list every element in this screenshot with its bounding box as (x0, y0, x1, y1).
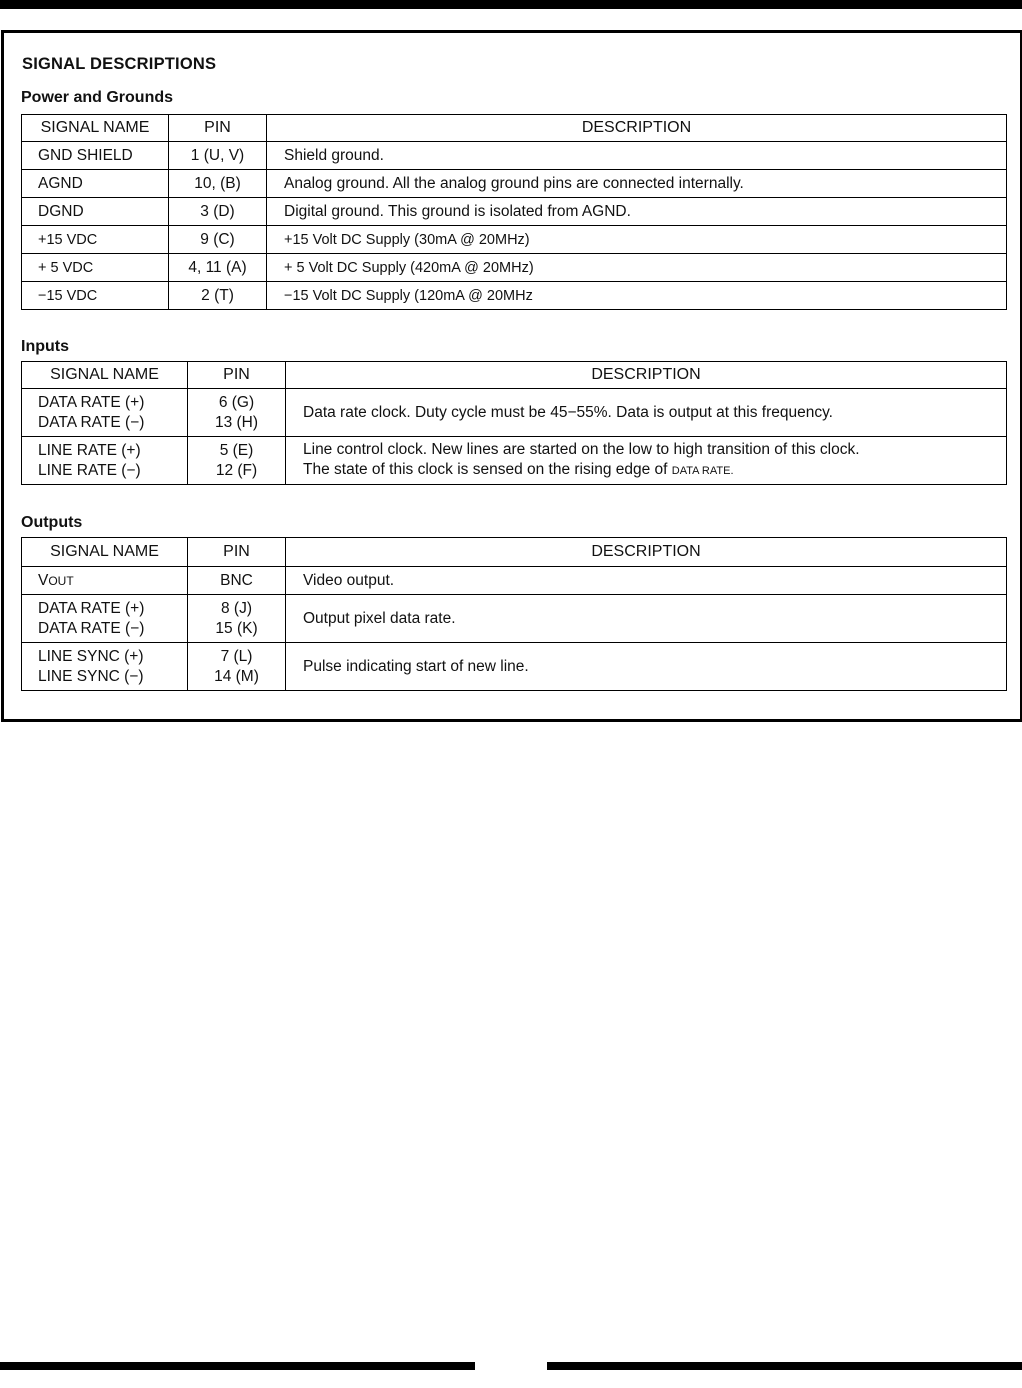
table-row (22, 226, 1007, 254)
table-header-row (22, 115, 1007, 142)
signal-name (22, 567, 188, 595)
pin (188, 389, 286, 437)
pin: 3 (D) (169, 198, 267, 226)
outputs-heading: Outputs (21, 514, 83, 531)
table-row (22, 254, 1007, 282)
pin-line: 14 (M) (214, 667, 259, 685)
pin-header: PIN (188, 362, 286, 389)
table-row (22, 198, 1007, 226)
bottom-rule-left (0, 1362, 475, 1370)
page-title: SIGNAL DESCRIPTIONS (22, 55, 217, 73)
pin: 4, 11 (A) (169, 254, 267, 282)
power-grounds-table (21, 114, 1007, 310)
description: Video output. (286, 567, 1007, 595)
table-row (22, 389, 1007, 437)
description-header: DESCRIPTION (267, 115, 1007, 142)
table-row (22, 567, 1007, 595)
signal-name-line: DATA RATE (+) (38, 393, 145, 411)
pin-line: 15 (K) (215, 619, 258, 637)
pin (188, 643, 286, 691)
signal-name-line: DATA RATE (+) (38, 599, 145, 617)
pin-line: 7 (L) (220, 647, 253, 665)
signal-name-line: LINE SYNC (−) (38, 667, 144, 685)
pin-header: PIN (188, 538, 286, 567)
pin (188, 595, 286, 643)
table-row (22, 142, 1007, 170)
table-header-row (22, 362, 1007, 389)
signal-name-main: V (38, 571, 49, 589)
signal-name: +15 VDC (22, 226, 169, 254)
signal-name (22, 389, 188, 437)
description: Analog ground. All the analog ground pins are connected internally. (267, 170, 1007, 198)
signal-name-header: SIGNAL NAME (22, 362, 188, 389)
description: + 5 Volt DC Supply (420mA @ 20MHz) (267, 254, 1007, 282)
pin-line: 12 (F) (215, 461, 258, 479)
inputs-heading: Inputs (21, 338, 69, 355)
description: Data rate clock. Duty cycle must be 45−55%. Data is output at this frequency. (286, 389, 1007, 437)
table-row (22, 282, 1007, 310)
description: Output pixel data rate. (286, 595, 1007, 643)
description: Digital ground. This ground is isolated from AGND. (267, 198, 1007, 226)
description-line (303, 460, 1006, 481)
signal-name-subscript: OUT (48, 573, 74, 588)
description-text: The state of this clock is sensed on the rising edge of (303, 461, 668, 478)
description (286, 437, 1007, 485)
table-row (22, 643, 1007, 691)
signal-name-line: DATA RATE (−) (38, 413, 145, 431)
signal-name-header: SIGNAL NAME (22, 115, 169, 142)
pin: 10, (B) (169, 170, 267, 198)
signal-name: AGND (22, 170, 169, 198)
description: +15 Volt DC Supply (30mA @ 20MHz) (267, 226, 1007, 254)
pin: BNC (188, 567, 286, 595)
pin-line: 5 (E) (219, 441, 254, 459)
signal-descriptions-frame (1, 30, 1022, 722)
signal-name: DGND (22, 198, 169, 226)
power-grounds-heading: Power and Grounds (21, 89, 174, 106)
signal-name: + 5 VDC (22, 254, 169, 282)
pin: 2 (T) (169, 282, 267, 310)
bottom-rule-right (547, 1362, 1022, 1370)
description-header: DESCRIPTION (286, 362, 1007, 389)
signal-name-line: LINE SYNC (+) (38, 647, 144, 665)
pin-header: PIN (169, 115, 267, 142)
pin-line: 8 (J) (221, 599, 252, 617)
top-rule (0, 0, 1022, 9)
signal-name-line: LINE RATE (−) (38, 461, 141, 479)
signal-name-line: DATA RATE (−) (38, 619, 145, 637)
table-header-row (22, 538, 1007, 567)
description-line: Line control clock. New lines are started on the low to high transition of this clock. (303, 441, 860, 458)
pin: 9 (C) (169, 226, 267, 254)
description-header: DESCRIPTION (286, 538, 1007, 567)
inputs-table (21, 361, 1007, 485)
description: Shield ground. (267, 142, 1007, 170)
signal-name-line: LINE RATE (+) (38, 441, 141, 459)
pin-line: 6 (G) (218, 393, 255, 411)
table-row (22, 437, 1007, 485)
description: −15 Volt DC Supply (120mA @ 20MHz (267, 282, 1007, 310)
signal-name (22, 437, 188, 485)
pin (188, 437, 286, 485)
table-row (22, 170, 1007, 198)
outputs-table (21, 537, 1007, 691)
pin-line: 13 (H) (214, 413, 259, 431)
signal-name (22, 595, 188, 643)
signal-name-header: SIGNAL NAME (22, 538, 188, 567)
pin: 1 (U, V) (169, 142, 267, 170)
signal-name: GND SHIELD (22, 142, 169, 170)
description: Pulse indicating start of new line. (286, 643, 1007, 691)
signal-name (22, 643, 188, 691)
data-rate-smallcaps: DATA RATE. (671, 465, 734, 477)
signal-name: −15 VDC (22, 282, 169, 310)
table-row (22, 595, 1007, 643)
